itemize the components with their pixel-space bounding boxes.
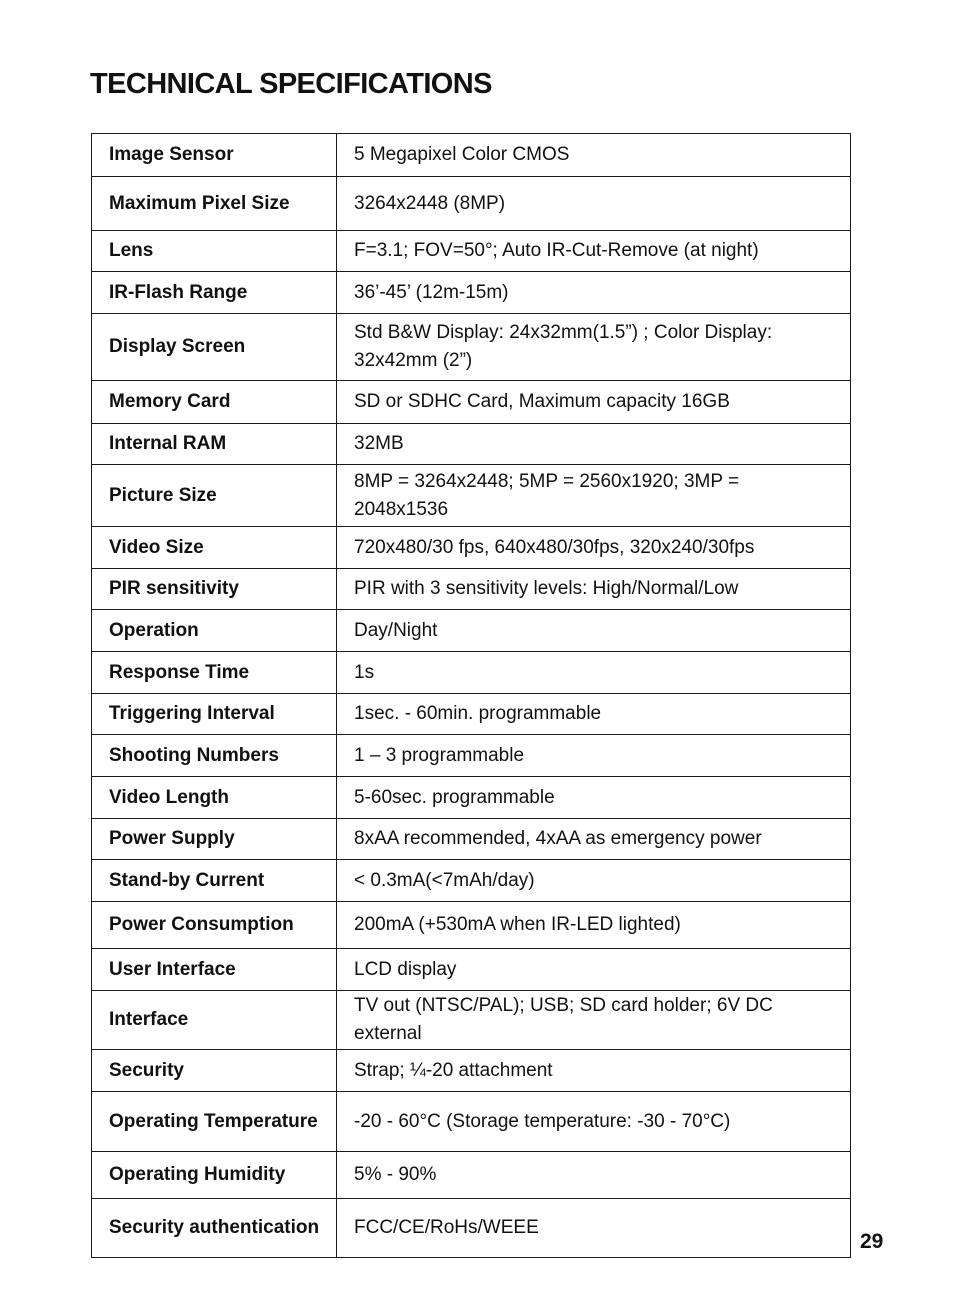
table-row [92, 465, 851, 527]
spec-label: Security authentication [92, 1199, 337, 1258]
spec-value: 8xAA recommended, 4xAA as emergency power [337, 819, 851, 860]
spec-value: < 0.3mA(<7mAh/day) [337, 860, 851, 902]
table-row [92, 177, 851, 231]
spec-label: Stand-by Current [92, 860, 337, 902]
page-number: 29 [860, 1230, 884, 1253]
spec-label: Maximum Pixel Size [92, 177, 337, 231]
spec-label: Operating Humidity [92, 1152, 337, 1199]
spec-value: 1sec. - 60min. programmable [337, 694, 851, 735]
table-row [92, 610, 851, 652]
table-row [92, 314, 851, 381]
table-row [92, 1152, 851, 1199]
spec-label: Security [92, 1050, 337, 1092]
spec-value: 1s [337, 652, 851, 694]
spec-value: SD or SDHC Card, Maximum capacity 16GB [337, 381, 851, 424]
spec-label: IR-Flash Range [92, 272, 337, 314]
spec-value: -20 - 60°C (Storage temperature: -30 - 70°C) [337, 1092, 851, 1152]
spec-value: Day/Night [337, 610, 851, 652]
spec-value: 200mA (+530mA when IR-LED lighted) [337, 902, 851, 949]
table-row [92, 231, 851, 272]
spec-label: Operating Temperature [92, 1092, 337, 1152]
table-row [92, 694, 851, 735]
spec-table [91, 133, 851, 1258]
table-row [92, 777, 851, 819]
spec-label: PIR sensitivity [92, 569, 337, 610]
table-row [92, 1092, 851, 1152]
spec-value: 36’-45’ (12m-15m) [337, 272, 851, 314]
spec-label: Shooting Numbers [92, 735, 337, 777]
table-row [92, 527, 851, 569]
spec-value: 5% - 90% [337, 1152, 851, 1199]
spec-label: Operation [92, 610, 337, 652]
spec-label: Lens [92, 231, 337, 272]
table-row [92, 569, 851, 610]
spec-value: TV out (NTSC/PAL); USB; SD card holder; 6V DC external [337, 991, 851, 1050]
spec-label: User Interface [92, 949, 337, 991]
spec-label: Video Size [92, 527, 337, 569]
table-row [92, 1199, 851, 1258]
table-row [92, 902, 851, 949]
spec-value: F=3.1; FOV=50°; Auto IR-Cut-Remove (at night) [337, 231, 851, 272]
spec-value: PIR with 3 sensitivity levels: High/Normal/Low [337, 569, 851, 610]
spec-label: Picture Size [92, 465, 337, 527]
spec-label: Power Supply [92, 819, 337, 860]
table-row [92, 134, 851, 177]
table-row [92, 991, 851, 1050]
spec-label: Internal RAM [92, 424, 337, 465]
spec-value: Strap; ¼-20 attachment [337, 1050, 851, 1092]
spec-label: Triggering Interval [92, 694, 337, 735]
spec-label: Memory Card [92, 381, 337, 424]
spec-value: 1 – 3 programmable [337, 735, 851, 777]
table-row [92, 819, 851, 860]
spec-value: FCC/CE/RoHs/WEEE [337, 1199, 851, 1258]
spec-label: Video Length [92, 777, 337, 819]
spec-value: 5-60sec. programmable [337, 777, 851, 819]
spec-value: Std B&W Display: 24x32mm(1.5”) ; Color Display: 32x42mm (2”) [337, 314, 851, 381]
spec-label: Display Screen [92, 314, 337, 381]
spec-label: Interface [92, 991, 337, 1050]
spec-value: 8MP = 3264x2448; 5MP = 2560x1920; 3MP = 2048x1536 [337, 465, 851, 527]
table-row [92, 735, 851, 777]
table-row [92, 949, 851, 991]
spec-label: Image Sensor [92, 134, 337, 177]
spec-value: 720x480/30 fps, 640x480/30fps, 320x240/30fps [337, 527, 851, 569]
table-row [92, 652, 851, 694]
table-row [92, 381, 851, 424]
spec-label: Power Consumption [92, 902, 337, 949]
spec-value: 32MB [337, 424, 851, 465]
table-row [92, 272, 851, 314]
table-row [92, 424, 851, 465]
spec-label: Response Time [92, 652, 337, 694]
table-row [92, 1050, 851, 1092]
spec-value: 3264x2448 (8MP) [337, 177, 851, 231]
page-title: TECHNICAL SPECIFICATIONS [90, 68, 492, 100]
spec-value: 5 Megapixel Color CMOS [337, 134, 851, 177]
spec-value: LCD display [337, 949, 851, 991]
table-row [92, 860, 851, 902]
